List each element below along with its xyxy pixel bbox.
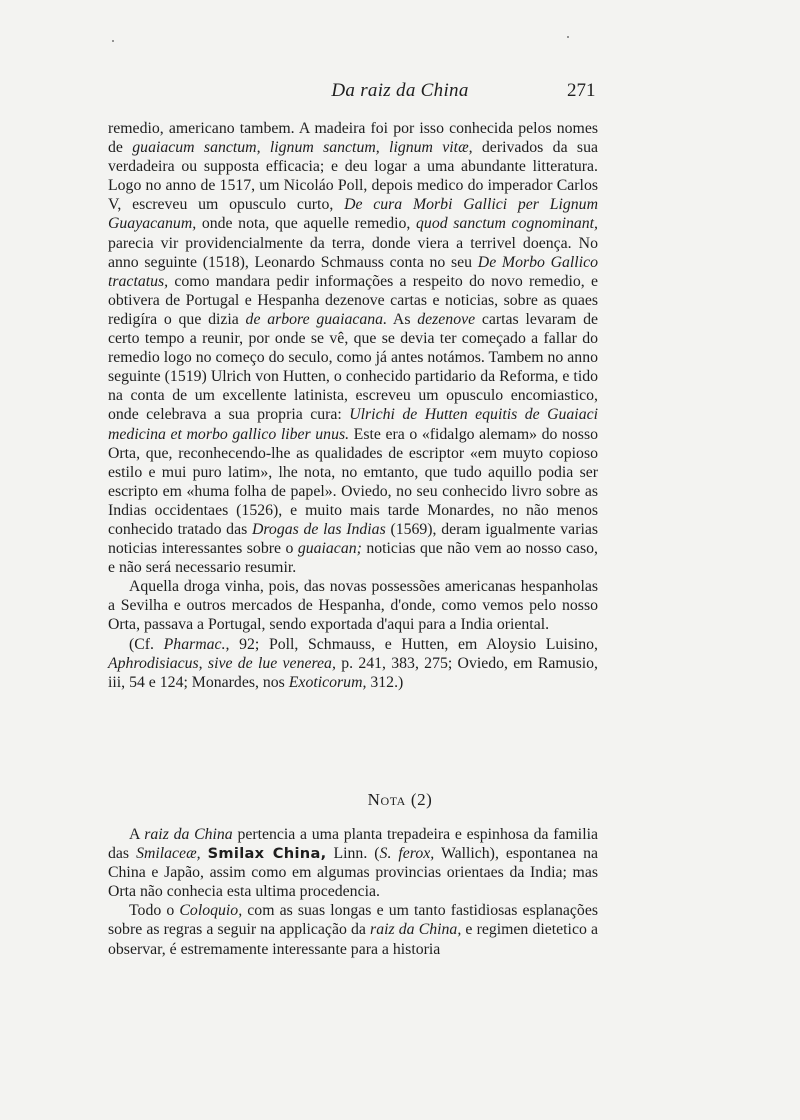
text-run: 312.): [366, 673, 404, 691]
page-number: 271: [567, 80, 596, 101]
text-run: Este era o «fidalgo alemam» do nosso Orta, que, reconhecendo-lhe as qualidades de escriptor «em muyto copioso estilo e mui puro latim», lhe nota, no emtanto, que tudo aquillo podia ser escripto em «huma folha de papel». Oviedo, no seu conhecido livro sobre as Indias occidentaes (1526), e muito mais tarde Monardes, no não menos conhecido tratado das: [108, 425, 598, 538]
text-run: A: [129, 826, 145, 843]
italic-text: raiz da China,: [370, 921, 462, 939]
italic-text: Aphrodisiacus, sive de lue venerea,: [108, 654, 336, 672]
italic-text: dezenove: [417, 310, 476, 328]
running-title: Da raiz da China: [331, 80, 469, 101]
italic-text: guaiacum sanctum, lignum sanctum, lignum vitæ,: [132, 139, 473, 157]
italic-text: Pharmac.,: [163, 635, 230, 653]
main-text: [108, 119, 598, 692]
italic-text: De cura Morbi Gallici per Lignum Guayacanum,: [108, 196, 598, 233]
text-run: (Cf.: [129, 635, 164, 653]
text-run: como mandara pedir informações a respeito do novo remedio, e obtivera de Portugal e Hespanha dezenove cartas e noticias, sobre as quaes redigíra o que dizia: [108, 272, 598, 328]
paragraph: [108, 825, 598, 901]
text-run: (1569), deram igualmente varias noticias interessantes sobre o: [108, 520, 598, 558]
text-run: onde nota, que aquelle remedio,: [196, 215, 417, 233]
text-run: parecia vir providencialmente da terra, donde viera a terrivel doença. No anno seguinte (1518), Leonardo Schmauss conta no seu: [108, 234, 598, 271]
italic-text: Coloquio,: [179, 902, 243, 920]
text-run: As: [387, 310, 418, 328]
section-heading: [0, 790, 800, 810]
italic-text: guaiacan;: [297, 540, 362, 558]
text-run: remedio, americano tambem. A madeira foi por isso conhecida pelos nomes de: [108, 120, 598, 157]
italic-text: quod sanctum cognominant,: [416, 215, 598, 233]
text-run: pertencia a uma planta trepadeira e espinhosa da familia das: [108, 826, 598, 863]
italic-text: Drogas de las Indias: [251, 520, 386, 538]
italic-text: Exoticorum,: [288, 673, 367, 691]
paper-speck: [112, 40, 114, 42]
text-run: Aquella droga vinha, pois, das novas possessões americanas hespanholas a Sevilha e outros mercados de Hespanha, d'onde, como vemos pelo nosso Orta, passava a Portugal, sendo exportada d'aqui para a India oriental.: [108, 578, 598, 634]
italic-text: raiz da China: [144, 826, 233, 843]
text-run: noticias que não vem ao nosso caso, e não será necessario resumir.: [108, 540, 599, 577]
text-run: Linn. (: [326, 845, 380, 863]
note-text: [108, 825, 598, 959]
text-run: Wallich), espontanea na China e Japão, assim como em algumas provincias orientaes da India; mas Orta não conhecia esta ultima procedencia.: [108, 845, 598, 901]
italic-text: S. ferox,: [379, 845, 435, 863]
italic-text: De Morbo Gallico tractatus,: [108, 253, 598, 290]
text-run: p. 241, 383, 275; Oviedo, em Ramusio, iii, 54 e 124; Monardes, nos: [108, 654, 598, 691]
italic-text: Ulrichi de Hutten equitis de Guaiaci medicina et morbo gallico liber unus.: [108, 406, 598, 443]
text-run: 92; Poll, Schmauss, e Hutten, em Aloysio Luisino,: [229, 635, 598, 653]
italic-text: Smilaceæ,: [136, 845, 201, 863]
paragraph: [108, 119, 598, 577]
section-heading-number: (2): [410, 790, 433, 809]
paragraph: [108, 901, 598, 958]
text-run: com as suas longas e um tanto fastidiosas esplanações sobre as regras a seguir na applicação da: [108, 902, 598, 939]
italic-text: de arbore guaiacana.: [245, 310, 388, 328]
paragraph: [108, 635, 598, 692]
bold-taxon-text: Smilax China,: [207, 845, 327, 863]
paper-speck: [567, 36, 569, 38]
section-heading-word: Nota: [367, 790, 406, 809]
paragraph: [108, 577, 598, 634]
text-run: derivados da sua verdadeira ou supposta efficacia; e deu logar a uma abundante litteratura. Logo no anno de 1517, um Nicoláo Poll, depois medico do imperador Carlos V, escreveu um opusculo curto,: [108, 139, 598, 214]
text-run: cartas levaram de certo tempo a reunir, por onde se vê, que se devia ter começado a fallar do remedio logo no começo do seculo, como já antes notámos. Tambem no anno seguinte (1519) Ulrich von Hutten, o conhecido partidario da Reforma, e tido na conta de um excellente latinista, escreveu um opusculo encomiastico, onde celebrava a sua propria cura:: [108, 310, 598, 424]
text-run: e regimen dietetico a observar, é estremamente interessante para a historia: [108, 921, 598, 958]
text-run: Todo o: [129, 902, 180, 920]
text-run: [201, 845, 208, 862]
